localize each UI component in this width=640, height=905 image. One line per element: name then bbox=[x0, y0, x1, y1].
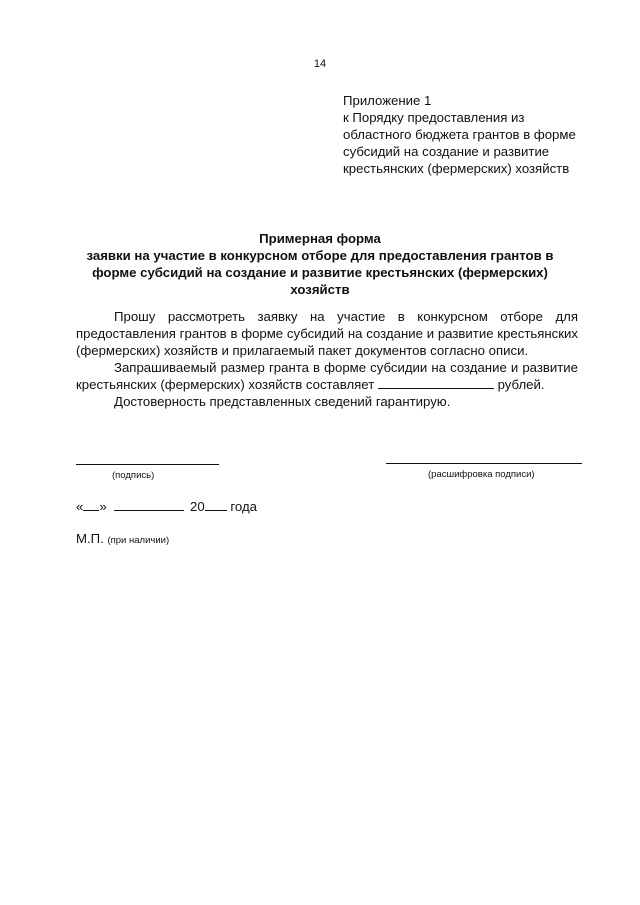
year-blank[interactable] bbox=[205, 498, 227, 511]
grant-amount-unit: рублей. bbox=[497, 377, 545, 392]
date-row bbox=[76, 498, 257, 514]
form-title bbox=[70, 230, 570, 298]
seal-label: М.П. bbox=[76, 531, 104, 546]
date-open-quote: « bbox=[76, 499, 84, 514]
title-line: форме субсидий на создание и развитие крестьянских (фермерских) bbox=[92, 265, 548, 280]
request-paragraph: Прошу рассмотреть заявку на участие в конкурсном отборе для предоставления грантов в форме субсидий на создание и развитие крестьянских (фермерских) хозяйств и прилагаемый пакет документов согласно описи. bbox=[76, 309, 578, 358]
signature-decoding-line[interactable] bbox=[386, 463, 582, 464]
appendix-block bbox=[343, 92, 613, 177]
month-blank[interactable] bbox=[114, 498, 184, 511]
day-blank[interactable] bbox=[83, 498, 99, 511]
date-close-quote: » bbox=[99, 499, 107, 514]
title-line: заявки на участие в конкурсном отборе для предоставления грантов в bbox=[86, 248, 554, 263]
seal-note: (при наличии) bbox=[107, 535, 170, 546]
grant-amount-blank[interactable] bbox=[378, 376, 494, 389]
year-prefix: 20 bbox=[190, 499, 205, 514]
appendix-line: Приложение 1 bbox=[343, 93, 432, 108]
guarantee-paragraph: Достоверность представленных сведений гарантирую. bbox=[114, 394, 451, 409]
signature-decoding-label: (расшифровка подписи) bbox=[428, 469, 535, 480]
title-line: хозяйств bbox=[290, 282, 350, 297]
seal-row bbox=[76, 531, 169, 546]
year-suffix: года bbox=[230, 499, 257, 514]
page-number: 14 bbox=[313, 58, 327, 70]
appendix-line: субсидий на создание и развитие bbox=[343, 144, 550, 159]
form-body bbox=[76, 308, 578, 410]
signature-label: (подпись) bbox=[112, 470, 155, 481]
title-line: Примерная форма bbox=[259, 231, 381, 246]
appendix-line: областного бюджета грантов в форме bbox=[343, 127, 576, 142]
signature-line[interactable] bbox=[76, 464, 219, 465]
grant-amount-paragraph bbox=[76, 359, 578, 393]
appendix-line: к Порядку предоставления из bbox=[343, 110, 525, 125]
grant-amount-text: Запрашиваемый размер гранта в форме субсидии на создание и развитие крестьянских (фермерских) хозяйств составляет bbox=[76, 360, 578, 392]
appendix-line: крестьянских (фермерских) хозяйств bbox=[343, 161, 570, 176]
